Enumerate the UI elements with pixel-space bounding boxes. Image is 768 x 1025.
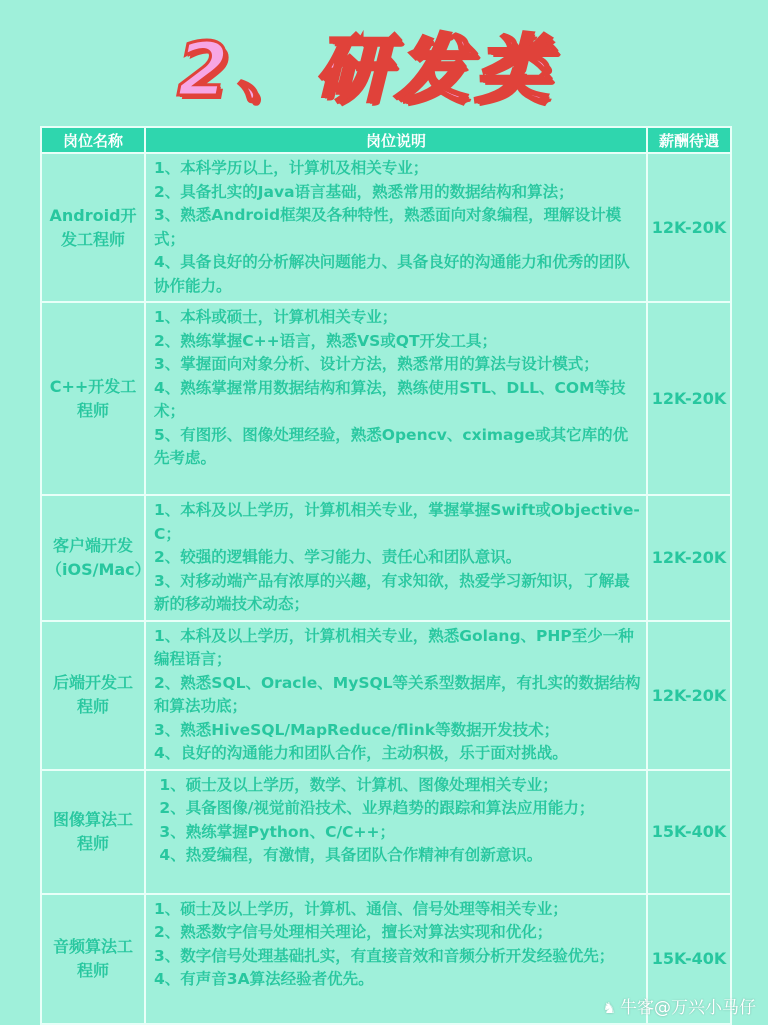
description-line: 4、热爱编程，有激情，具备团队合作精神有创新意识。: [154, 846, 543, 864]
description-line: 3、掌握面向对象分析、设计方法，熟悉常用的算法与设计模式；: [154, 355, 599, 373]
description-line: 4、良好的沟通能力和团队合作，主动积极，乐于面对挑战。: [154, 744, 568, 762]
table-row: [41, 153, 731, 302]
role-name: 音频算法工程师: [41, 894, 145, 1024]
role-name: 后端开发工程师: [41, 621, 145, 770]
role-name: 图像算法工程师: [41, 770, 145, 894]
description-line: 1、本科或硕士，计算机相关专业；: [154, 308, 398, 326]
watermark-text: 牛客@万兴小马仔: [620, 998, 756, 1018]
role-description: [145, 770, 647, 894]
title-banner: [0, 10, 768, 118]
table-row: [41, 770, 731, 894]
role-description: [145, 153, 647, 302]
salary-value: 12K-20K: [647, 621, 731, 770]
description-line: 3、熟练掌握Python、C/C++；: [154, 822, 395, 841]
nowcoder-logo-icon: ♞: [602, 999, 616, 1017]
salary-value: 15K-40K: [647, 770, 731, 894]
header-role: 岗位名称: [41, 127, 145, 153]
salary-value: 15K-40K: [647, 894, 731, 1024]
description-line: 3、熟悉Android框架及各种特性，熟悉面向对象编程，理解设计模式；: [154, 206, 622, 248]
salary-value: 12K-20K: [647, 495, 731, 621]
table-row: [41, 302, 731, 495]
header-salary: 薪酬待遇: [647, 127, 731, 153]
salary-value: 12K-20K: [647, 302, 731, 495]
description-line: 2、具备扎实的Java语言基础，熟悉常用的数据结构和算法；: [154, 182, 574, 201]
description-line: 4、具备良好的分析解决问题能力、具备良好的沟通能力和优秀的团队协作能力。: [154, 253, 630, 295]
role-name: C++开发工程师: [41, 302, 145, 495]
table-row: [41, 621, 731, 770]
role-name: Android开发工程师: [41, 153, 145, 302]
description-line: 3、对移动端产品有浓厚的兴趣，有求知欲，热爱学习新知识，了解最新的移动端技术动态；: [154, 571, 630, 613]
description-line: 4、熟练掌握常用数据结构和算法，熟练使用STL、DLL、COM等技术；: [154, 378, 626, 420]
description-line: 2、熟练掌握C++语言，熟悉VS或QT开发工具；: [154, 331, 498, 350]
table-header-row: [41, 127, 731, 153]
role-description: [145, 302, 647, 495]
salary-value: 12K-20K: [647, 153, 731, 302]
table-row: [41, 495, 731, 621]
role-description: [145, 894, 647, 1024]
description-line: 3、熟悉HiveSQL/MapReduce/flink等数据开发技术；: [154, 720, 560, 739]
description-line: 1、本科及以上学历，计算机相关专业，掌握掌握Swift或Objective-C；: [154, 501, 640, 543]
description-line: 1、硕士及以上学历，数学、计算机、图像处理相关专业；: [154, 775, 558, 794]
description-line: 2、较强的逻辑能力、学习能力、责任心和团队意识。: [154, 548, 522, 566]
role-description: [145, 495, 647, 621]
description-line: 1、本科及以上学历，计算机相关专业，熟悉Golang、PHP至少一种编程语言；: [154, 626, 634, 668]
description-line: 1、硕士及以上学历，计算机、通信、信号处理等相关专业；: [154, 899, 568, 918]
description-line: 3、数字信号处理基础扎实，有直接音效和音频分析开发经验优先；: [154, 946, 615, 965]
page-title: 2、研发类: [177, 27, 555, 113]
description-line: 2、熟悉SQL、Oracle、MySQL等关系型数据库，有扎实的数据结构和算法功底；: [154, 673, 641, 715]
job-table: [40, 126, 732, 1025]
description-line: 5、有图形、图像处理经验，熟悉Opencv、cximage或其它库的优先考虑。: [154, 425, 629, 467]
description-line: 4、有声音3A算法经验者优先。: [154, 970, 374, 988]
role-name: 客户端开发（iOS/Mac）: [41, 495, 145, 621]
description-line: 2、具备图像/视觉前沿技术、业界趋势的跟踪和算法应用能力；: [154, 799, 595, 817]
role-description: [145, 621, 647, 770]
description-line: 2、熟悉数字信号处理相关理论，擅长对算法实现和优化；: [154, 923, 553, 941]
description-line: 1、本科学历以上，计算机及相关专业；: [154, 159, 429, 177]
header-description: 岗位说明: [145, 127, 647, 153]
watermark: [603, 993, 756, 1018]
